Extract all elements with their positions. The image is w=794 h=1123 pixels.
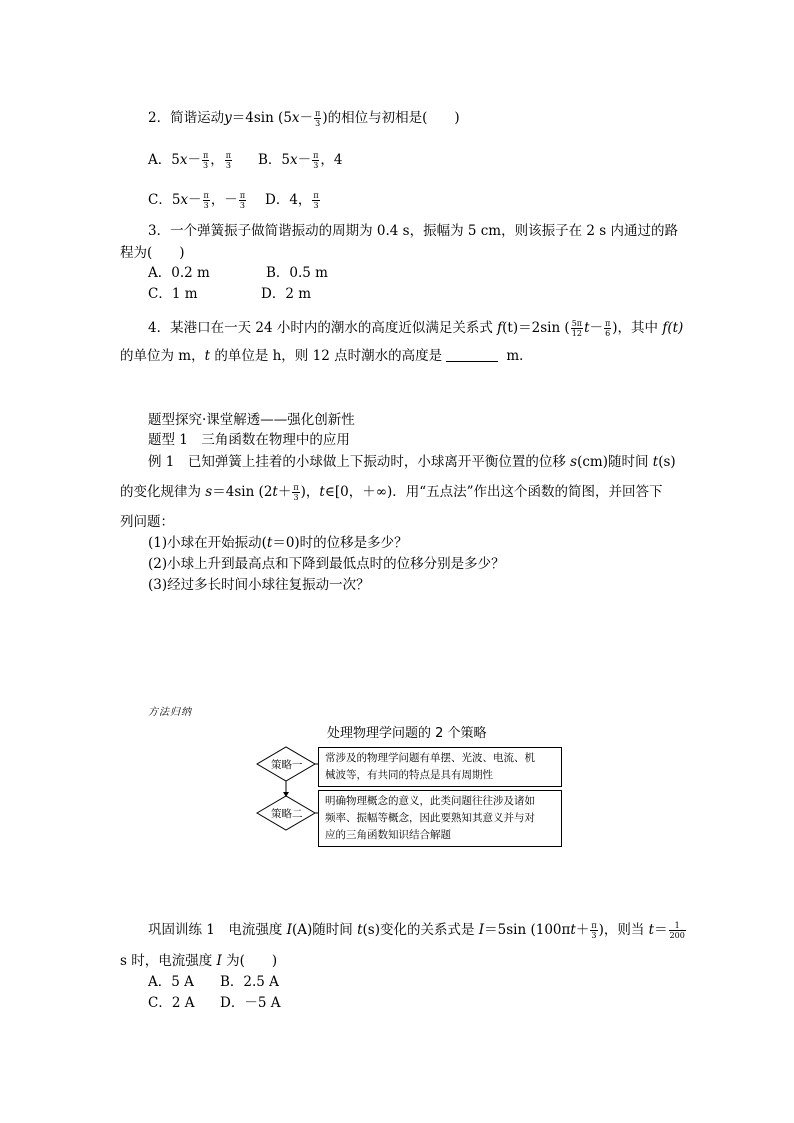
question-2-stem: 2．简谐运动y＝4sin (5x－ $\frac{\pi}{3}$ )的相位与初相是( )	[148, 109, 460, 128]
question-2-option-d: D．4， $\frac{\pi}{3}$	[265, 191, 319, 210]
diagram-title: 处理物理学问题的 2 个策略	[327, 726, 487, 741]
exercise-1-line2: s 时，电流强度 I 为( )	[120, 953, 278, 969]
exercise-1-option-d: D．－5 A	[220, 995, 281, 1011]
example-1-line1: 例 1 已知弹簧上挂着的小球做上下振动时，小球离开平衡位置的位移 s(cm)随时间 t(s)	[148, 454, 676, 470]
question-3-option-c: C．1 m	[148, 286, 198, 302]
question-3-option-a: A．0.2 m	[148, 265, 210, 281]
exercise-1-line1: 巩固训练 1 电流强度 I(A)随时间 t(s)变化的关系式是 I＝5sin (100πt＋ $\frac{\pi}{3}$ )，则当 t＝ $\frac{1}{200}$	[148, 921, 685, 940]
question-3-option-b: B．0.5 m	[266, 265, 328, 281]
fraction: $\frac{\pi}{3}$	[315, 109, 321, 128]
exercise-1-option-b: B．2.5 A	[220, 974, 279, 990]
example-1-line3: 列问题：	[120, 514, 174, 530]
question-3-stem-line1: 3．一个弹簧振子做简谐振动的周期为 0.4 s，振幅为 5 cm，则该振子在 2 s 内通过的路	[148, 223, 678, 239]
answer-blank[interactable]	[446, 347, 498, 362]
example-1-sub2: (2)小球上升到最高点和下降到最低点时的位移分别是多少？	[148, 556, 505, 572]
type-heading: 题型 1 三角函数在物理中的应用	[148, 432, 350, 448]
exercise-1-option-c: C．2 A	[148, 995, 195, 1011]
section-heading: 题型探究·课堂解透——强化创新性	[148, 412, 355, 428]
question-3-stem-line2: 程为( )	[120, 245, 185, 261]
question-2-option-c: C．5x－ $\frac{\pi}{3}$ ，－ $\frac{\pi}{3}$	[148, 191, 246, 210]
strategy-2-box: 明确物理概念的意义，此类问题往往涉及诸如 频率、振幅等概念，因此要熟知其意义并与对 应的三角函数知识结合解题	[318, 790, 562, 847]
strategy-1-label: 策略一	[271, 759, 303, 771]
example-1-sub3: (3)经过多长时间小球往复振动一次？	[148, 577, 370, 593]
arrowhead	[283, 792, 289, 797]
method-summary-label: 方法归纳	[148, 707, 192, 718]
example-1-sub1: (1)小球在开始振动(t＝0)时的位移是多少？	[148, 535, 408, 551]
question-2-option-b: B．5x－ $\frac{\pi}{3}$ ，4	[258, 151, 343, 170]
question-2-option-a: A．5x－ $\frac{\pi}{3}$ ， $\frac{\pi}{3}$	[148, 151, 231, 170]
question-3-option-d: D．2 m	[261, 286, 312, 302]
exercise-1-option-a: A．5 A	[148, 974, 194, 990]
strategy-1-box: 常涉及的物理学问题有单摆、光波、电流、机 械波等，有共同的特点是具有周期性	[318, 747, 562, 787]
strategy-2-label: 策略二	[271, 808, 303, 820]
question-4-line2: 的单位为 m，t 的单位是 h，则 12 点时潮水的高度是 m．	[120, 348, 533, 364]
question-4-line1: 4．某港口在一天 24 小时内的潮水的高度近似满足关系式 f(t)＝2sin ( $\frac{5\pi}{12}$ t－ $\frac{\pi}{6}$ )，其中 f(t)	[148, 319, 684, 338]
example-1-line2: 的变化规律为 s＝4sin (2t＋ $\frac{\pi}{3}$ )，t∈[0，＋∞)．用“五点法”作出这个函数的简图，并回答下	[120, 483, 663, 502]
